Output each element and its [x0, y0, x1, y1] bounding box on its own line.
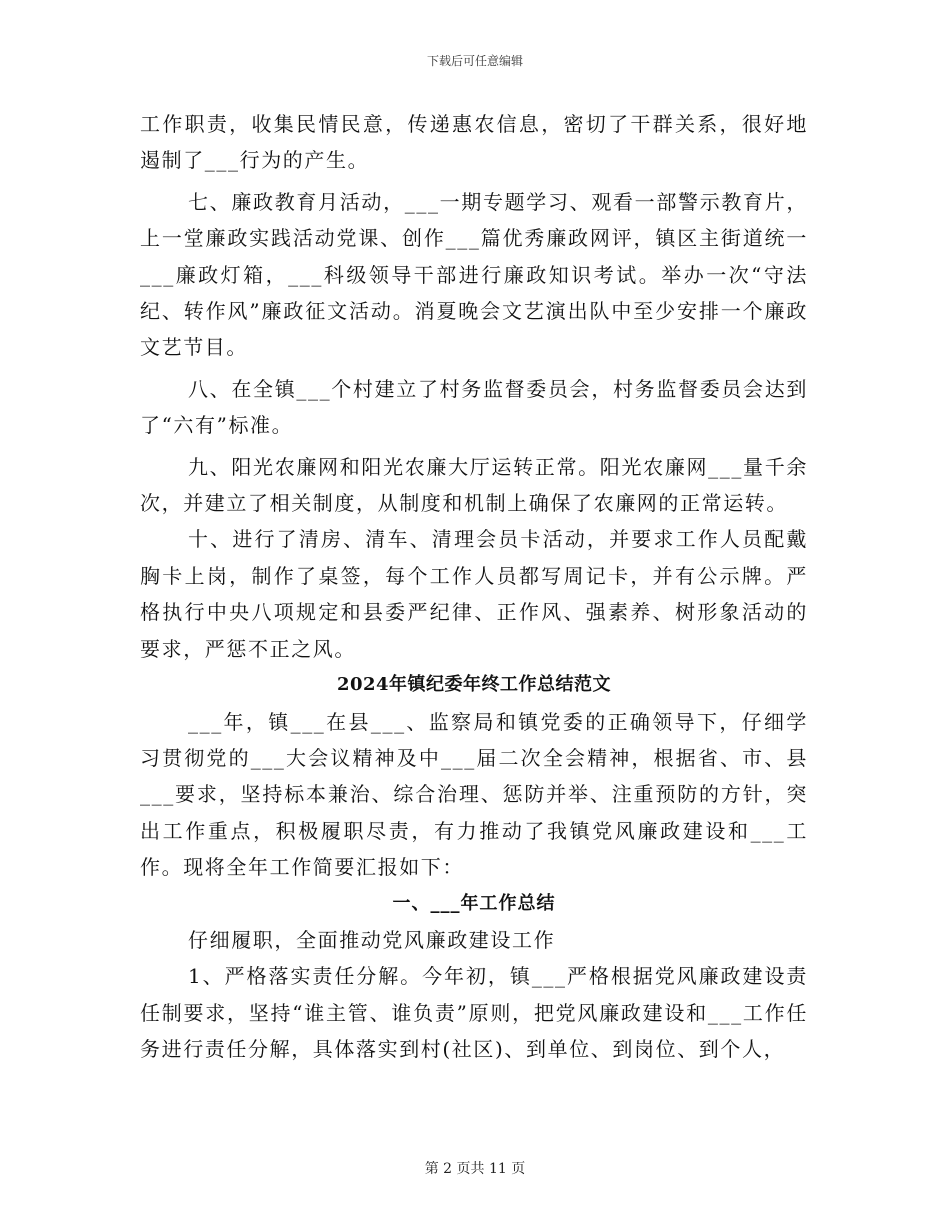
paragraph-item-10: 十、进行了清房、清车、清理会员卡活动，并要求工作人员配戴胸卡上岗，制作了桌签，每个工作人员都写周记卡，并有公示牌。严格执行中央八项规定和县委严纪律、正作风、强素养、树形象活动的要求，严惩不正之风。 — [140, 527, 808, 661]
intro-paragraph: ___年，镇___在县___、监察局和镇党委的正确领导下，仔细学习贯彻党的___大会议精神及中___届二次全会精神，根据省、市、县___要求，坚持标本兼治、综合治理、惩防并举、注重预防的方针，突出工作重点，积极履职尽责，有力推动了我镇党风廉政建设和___工作。现将全年工作简要汇报如下： — [140, 709, 808, 880]
page-header: 下载后可任意编辑 — [426, 54, 523, 68]
paragraph-item-7: 七、廉政教育月活动，___一期专题学习、观看一部警示教育片，上一堂廉政实践活动党课、创作___篇优秀廉政网评，镇区主街道统一___廉政灯箱，___科级领导干部进行廉政知识考试。举办一次“守法纪、转作风”廉政征文活动。消夏晚会文艺演出队中至少安排一个廉政文艺节目。 — [140, 189, 808, 360]
paragraph-item-8: 八、在全镇___个村建立了村务监督委员会，村务监督委员会达到了“六有”标准。 — [140, 376, 808, 438]
document-title: 2024年镇纪委年终工作总结范文 — [336, 674, 612, 696]
page-footer: 第 2 页共 11 页 — [424, 1161, 526, 1177]
section-heading: 一、___年工作总结 — [392, 892, 556, 914]
paragraph-continuation: 工作职责，收集民情民意，传递惠农信息，密切了干群关系，很好地遏制了___行为的产生。 — [140, 112, 808, 173]
paragraph-subheading: 仔细履职，全面推动党风廉政建设工作 — [188, 927, 556, 952]
document-body — [140, 106, 808, 1068]
paragraph-item-1: 1、严格落实责任分解。今年初，镇___严格根据党风廉政建设责任制要求，坚持“谁主管、谁负责”原则，把党风廉政建设和___工作任务进行责任分解，具体落实到村(社区)、到单位、到岗位、到个人， — [140, 964, 808, 1062]
paragraph-item-9: 九、阳光农廉网和阳光农廉大厅运转正常。阳光农廉网___量千余次，并建立了相关制度，从制度和机制上确保了农廉网的正常运转。 — [140, 454, 808, 516]
